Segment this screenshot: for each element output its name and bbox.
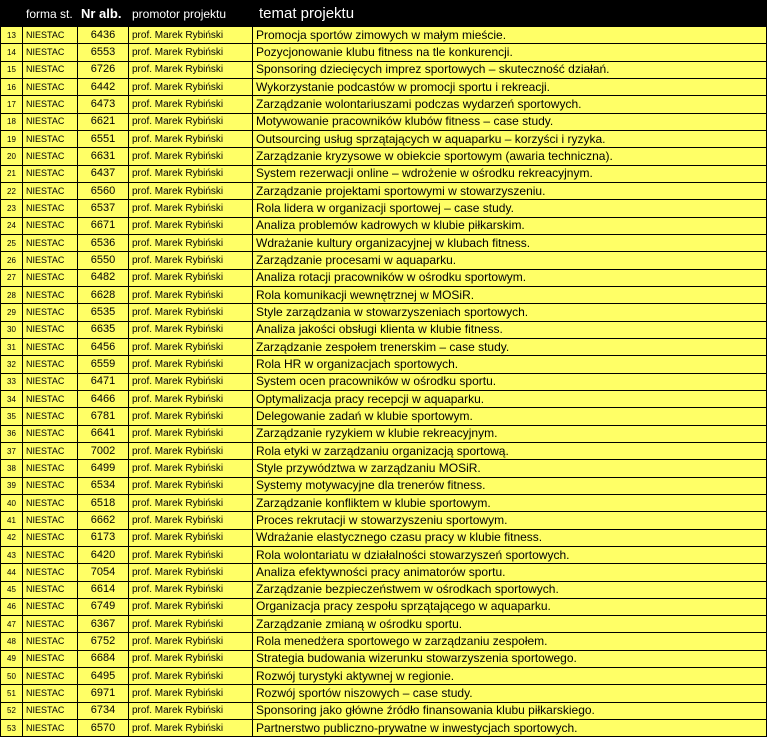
study-form-cell: NIESTAC [23,78,78,95]
album-number-cell: 6641 [78,425,129,442]
project-topic-cell: Delegowanie zadań w klubie sportowym. [253,408,767,425]
table-row [1,425,767,442]
row-number-cell: 29 [1,304,23,321]
promoter-cell: prof. Marek Rybiński [129,61,253,78]
album-number-cell: 6752 [78,633,129,650]
study-form-cell: NIESTAC [23,425,78,442]
row-number-cell: 34 [1,390,23,407]
table-row [1,234,767,251]
table-row [1,338,767,355]
row-number-cell: 22 [1,182,23,199]
table-row [1,564,767,581]
promoter-cell: prof. Marek Rybiński [129,546,253,563]
album-number-cell: 6781 [78,408,129,425]
row-number-cell: 13 [1,27,23,44]
promoter-cell: prof. Marek Rybiński [129,564,253,581]
row-number-cell: 17 [1,96,23,113]
project-topic-cell: Zarządzanie zmianą w ośrodku sportu. [253,616,767,633]
row-number-cell: 43 [1,546,23,563]
table-row [1,390,767,407]
promoter-cell: prof. Marek Rybiński [129,460,253,477]
row-number-cell: 41 [1,512,23,529]
album-number-cell: 6473 [78,96,129,113]
row-number-cell: 53 [1,720,23,737]
album-number-cell: 6734 [78,702,129,719]
study-form-cell: NIESTAC [23,200,78,217]
promoter-cell: prof. Marek Rybiński [129,96,253,113]
study-form-cell: NIESTAC [23,148,78,165]
album-number-cell: 6631 [78,148,129,165]
study-form-cell: NIESTAC [23,581,78,598]
promoter-cell: prof. Marek Rybiński [129,217,253,234]
table-row [1,598,767,615]
project-topic-cell: Sponsoring dziecięcych imprez sportowych – skuteczność działań. [253,61,767,78]
project-topic-cell: Zarządzanie konfliktem w klubie sportowym. [253,494,767,511]
study-form-cell: NIESTAC [23,356,78,373]
header-row-number [1,1,23,27]
promoter-cell: prof. Marek Rybiński [129,44,253,61]
project-topic-cell: Zarządzanie kryzysowe w obiekcie sportowym (awaria techniczna). [253,148,767,165]
promoter-cell: prof. Marek Rybiński [129,200,253,217]
project-topic-cell: Wdrażanie elastycznego czasu pracy w klubie fitness. [253,529,767,546]
promoter-cell: prof. Marek Rybiński [129,720,253,737]
project-topic-cell: Zarządzanie projektami sportowymi w stowarzyszeniu. [253,182,767,199]
promoter-cell: prof. Marek Rybiński [129,633,253,650]
table-row [1,304,767,321]
project-topic-cell: Rola wolontariatu w działalności stowarzyszeń sportowych. [253,546,767,563]
promoter-cell: prof. Marek Rybiński [129,78,253,95]
table-row [1,182,767,199]
album-number-cell: 6537 [78,200,129,217]
table-row [1,442,767,459]
table-row [1,113,767,130]
project-topic-cell: Organizacja pracy zespołu sprzątającego w aquaparku. [253,598,767,615]
row-number-cell: 25 [1,234,23,251]
row-number-cell: 31 [1,338,23,355]
project-topic-cell: Zarządzanie procesami w aquaparku. [253,252,767,269]
project-topic-cell: Systemy motywacyjne dla trenerów fitness. [253,477,767,494]
study-form-cell: NIESTAC [23,338,78,355]
project-topic-cell: Rola lidera w organizacji sportowej – case study. [253,200,767,217]
table-row [1,650,767,667]
row-number-cell: 18 [1,113,23,130]
study-form-cell: NIESTAC [23,165,78,182]
study-form-cell: NIESTAC [23,269,78,286]
table-row [1,61,767,78]
row-number-cell: 28 [1,286,23,303]
album-number-cell: 6518 [78,494,129,511]
album-number-cell: 6495 [78,668,129,685]
header-study-form: forma st. [23,1,78,27]
album-number-cell: 6628 [78,286,129,303]
album-number-cell: 6499 [78,460,129,477]
study-form-cell: NIESTAC [23,130,78,147]
album-number-cell: 6535 [78,304,129,321]
table-row [1,460,767,477]
study-form-cell: NIESTAC [23,304,78,321]
table-row [1,373,767,390]
study-form-cell: NIESTAC [23,685,78,702]
promoter-cell: prof. Marek Rybiński [129,685,253,702]
row-number-cell: 19 [1,130,23,147]
table-header [1,1,767,27]
study-form-cell: NIESTAC [23,598,78,615]
study-form-cell: NIESTAC [23,61,78,78]
promoter-cell: prof. Marek Rybiński [129,321,253,338]
table-row [1,356,767,373]
promoter-cell: prof. Marek Rybiński [129,442,253,459]
row-number-cell: 23 [1,200,23,217]
project-topic-cell: Rola HR w organizacjach sportowych. [253,356,767,373]
project-topic-cell: Rozwój turystyki aktywnej w regionie. [253,668,767,685]
header-row [1,1,767,27]
project-topic-cell: Analiza jakości obsługi klienta w klubie fitness. [253,321,767,338]
table-row [1,27,767,44]
table-row [1,494,767,511]
album-number-cell: 6466 [78,390,129,407]
project-topic-cell: Rola komunikacji wewnętrznej w MOSiR. [253,286,767,303]
row-number-cell: 37 [1,442,23,459]
project-topic-cell: Strategia budowania wizerunku stowarzyszenia sportowego. [253,650,767,667]
study-form-cell: NIESTAC [23,720,78,737]
table-row [1,252,767,269]
promoter-cell: prof. Marek Rybiński [129,234,253,251]
project-topic-cell: Partnerstwo publiczno-prywatne w inwestycjach sportowych. [253,720,767,737]
study-form-cell: NIESTAC [23,44,78,61]
row-number-cell: 32 [1,356,23,373]
table-row [1,685,767,702]
promoter-cell: prof. Marek Rybiński [129,512,253,529]
album-number-cell: 6971 [78,685,129,702]
project-topic-cell: Rozwój sportów niszowych – case study. [253,685,767,702]
table-row [1,200,767,217]
row-number-cell: 38 [1,460,23,477]
row-number-cell: 33 [1,373,23,390]
study-form-cell: NIESTAC [23,668,78,685]
study-form-cell: NIESTAC [23,546,78,563]
album-number-cell: 6662 [78,512,129,529]
album-number-cell: 6749 [78,598,129,615]
promoter-cell: prof. Marek Rybiński [129,650,253,667]
promoter-cell: prof. Marek Rybiński [129,581,253,598]
header-album-number: Nr alb. [78,1,129,27]
album-number-cell: 6614 [78,581,129,598]
album-number-cell: 6684 [78,650,129,667]
row-number-cell: 20 [1,148,23,165]
study-form-cell: NIESTAC [23,494,78,511]
table-row [1,321,767,338]
project-topic-cell: System rezerwacji online – wdrożenie w ośrodku rekreacyjnym. [253,165,767,182]
study-form-cell: NIESTAC [23,512,78,529]
album-number-cell: 6551 [78,130,129,147]
row-number-cell: 26 [1,252,23,269]
study-form-cell: NIESTAC [23,321,78,338]
table-row [1,633,767,650]
promoter-cell: prof. Marek Rybiński [129,338,253,355]
promoter-cell: prof. Marek Rybiński [129,408,253,425]
album-number-cell: 6367 [78,616,129,633]
study-form-cell: NIESTAC [23,529,78,546]
study-form-cell: NIESTAC [23,650,78,667]
project-topic-cell: Zarządzanie ryzykiem w klubie rekreacyjnym. [253,425,767,442]
promoter-cell: prof. Marek Rybiński [129,130,253,147]
row-number-cell: 45 [1,581,23,598]
study-form-cell: NIESTAC [23,252,78,269]
project-topic-cell: Analiza efektywności pracy animatorów sportu. [253,564,767,581]
promoter-cell: prof. Marek Rybiński [129,702,253,719]
table-row [1,616,767,633]
album-number-cell: 6726 [78,61,129,78]
promoter-cell: prof. Marek Rybiński [129,425,253,442]
study-form-cell: NIESTAC [23,182,78,199]
row-number-cell: 42 [1,529,23,546]
promoter-cell: prof. Marek Rybiński [129,356,253,373]
header-project-topic: temat projektu [253,1,767,27]
table-row [1,217,767,234]
row-number-cell: 14 [1,44,23,61]
study-form-cell: NIESTAC [23,477,78,494]
album-number-cell: 6560 [78,182,129,199]
album-number-cell: 7002 [78,442,129,459]
row-number-cell: 35 [1,408,23,425]
album-number-cell: 6456 [78,338,129,355]
table-row [1,78,767,95]
study-form-cell: NIESTAC [23,286,78,303]
project-topic-cell: Style przywództwa w zarządzaniu MOSiR. [253,460,767,477]
row-number-cell: 21 [1,165,23,182]
album-number-cell: 6536 [78,234,129,251]
row-number-cell: 52 [1,702,23,719]
table-row [1,529,767,546]
album-number-cell: 6420 [78,546,129,563]
promoter-cell: prof. Marek Rybiński [129,616,253,633]
project-topic-cell: System ocen pracowników w ośrodku sportu. [253,373,767,390]
promoter-cell: prof. Marek Rybiński [129,390,253,407]
project-topic-cell: Optymalizacja pracy recepcji w aquaparku. [253,390,767,407]
project-topic-cell: Zarządzanie bezpieczeństwem w ośrodkach sportowych. [253,581,767,598]
study-form-cell: NIESTAC [23,234,78,251]
project-topic-cell: Style zarządzania w stowarzyszeniach sportowych. [253,304,767,321]
promoter-cell: prof. Marek Rybiński [129,252,253,269]
table-row [1,512,767,529]
row-number-cell: 39 [1,477,23,494]
study-form-cell: NIESTAC [23,390,78,407]
row-number-cell: 40 [1,494,23,511]
study-form-cell: NIESTAC [23,96,78,113]
project-topic-cell: Proces rekrutacji w stowarzyszeniu sportowym. [253,512,767,529]
promoter-cell: prof. Marek Rybiński [129,598,253,615]
promoter-cell: prof. Marek Rybiński [129,529,253,546]
table-row [1,44,767,61]
project-topic-cell: Rola menedżera sportowego w zarządzaniu zespołem. [253,633,767,650]
project-topic-cell: Pozycjonowanie klubu fitness na tle konkurencji. [253,44,767,61]
study-form-cell: NIESTAC [23,460,78,477]
project-topic-cell: Wykorzystanie podcastów w promocji sportu i rekreacji. [253,78,767,95]
promoter-cell: prof. Marek Rybiński [129,148,253,165]
table-row [1,581,767,598]
album-number-cell: 6534 [78,477,129,494]
row-number-cell: 30 [1,321,23,338]
promoter-cell: prof. Marek Rybiński [129,113,253,130]
table-row [1,546,767,563]
study-form-cell: NIESTAC [23,633,78,650]
study-form-cell: NIESTAC [23,27,78,44]
album-number-cell: 6436 [78,27,129,44]
album-number-cell: 6437 [78,165,129,182]
study-form-cell: NIESTAC [23,113,78,130]
promoter-cell: prof. Marek Rybiński [129,494,253,511]
row-number-cell: 27 [1,269,23,286]
project-topic-cell: Zarządzanie zespołem trenerskim – case study. [253,338,767,355]
project-topic-cell: Outsourcing usług sprzątających w aquaparku – korzyści i ryzyka. [253,130,767,147]
project-topic-cell: Wdrażanie kultury organizacyjnej w klubach fitness. [253,234,767,251]
album-number-cell: 6442 [78,78,129,95]
promoter-cell: prof. Marek Rybiński [129,477,253,494]
promoter-cell: prof. Marek Rybiński [129,668,253,685]
album-number-cell: 7054 [78,564,129,581]
row-number-cell: 46 [1,598,23,615]
table-row [1,720,767,737]
row-number-cell: 51 [1,685,23,702]
album-number-cell: 6570 [78,720,129,737]
row-number-cell: 16 [1,78,23,95]
promoter-cell: prof. Marek Rybiński [129,269,253,286]
table-row [1,269,767,286]
project-topic-cell: Analiza problemów kadrowych w klubie piłkarskim. [253,217,767,234]
promoter-cell: prof. Marek Rybiński [129,373,253,390]
row-number-cell: 49 [1,650,23,667]
row-number-cell: 47 [1,616,23,633]
album-number-cell: 6482 [78,269,129,286]
table-row [1,96,767,113]
album-number-cell: 6635 [78,321,129,338]
project-topic-cell: Analiza rotacji pracowników w ośrodku sportowym. [253,269,767,286]
album-number-cell: 6671 [78,217,129,234]
study-form-cell: NIESTAC [23,702,78,719]
album-number-cell: 6621 [78,113,129,130]
album-number-cell: 6471 [78,373,129,390]
row-number-cell: 24 [1,217,23,234]
project-topic-cell: Motywowanie pracowników klubów fitness – case study. [253,113,767,130]
album-number-cell: 6173 [78,529,129,546]
table-row [1,408,767,425]
project-topic-cell: Rola etyki w zarządzaniu organizacją sportową. [253,442,767,459]
album-number-cell: 6559 [78,356,129,373]
table-row [1,165,767,182]
study-form-cell: NIESTAC [23,373,78,390]
row-number-cell: 44 [1,564,23,581]
album-number-cell: 6553 [78,44,129,61]
table-row [1,477,767,494]
study-form-cell: NIESTAC [23,217,78,234]
row-number-cell: 36 [1,425,23,442]
project-topic-cell: Sponsoring jako główne źródło finansowania klubu piłkarskiego. [253,702,767,719]
promoter-cell: prof. Marek Rybiński [129,286,253,303]
table-row [1,286,767,303]
study-form-cell: NIESTAC [23,616,78,633]
study-form-cell: NIESTAC [23,564,78,581]
table-row [1,668,767,685]
album-number-cell: 6550 [78,252,129,269]
table-body [1,27,767,737]
table-row [1,702,767,719]
project-topic-cell: Promocja sportów zimowych w małym mieście. [253,27,767,44]
header-promoter: promotor projektu [129,1,253,27]
promoter-cell: prof. Marek Rybiński [129,304,253,321]
study-form-cell: NIESTAC [23,408,78,425]
promoter-cell: prof. Marek Rybiński [129,165,253,182]
row-number-cell: 50 [1,668,23,685]
table-row [1,148,767,165]
project-topic-cell: Zarządzanie wolontariuszami podczas wydarzeń sportowych. [253,96,767,113]
promoter-cell: prof. Marek Rybiński [129,182,253,199]
row-number-cell: 48 [1,633,23,650]
promoter-cell: prof. Marek Rybiński [129,27,253,44]
table-row [1,130,767,147]
row-number-cell: 15 [1,61,23,78]
study-form-cell: NIESTAC [23,442,78,459]
